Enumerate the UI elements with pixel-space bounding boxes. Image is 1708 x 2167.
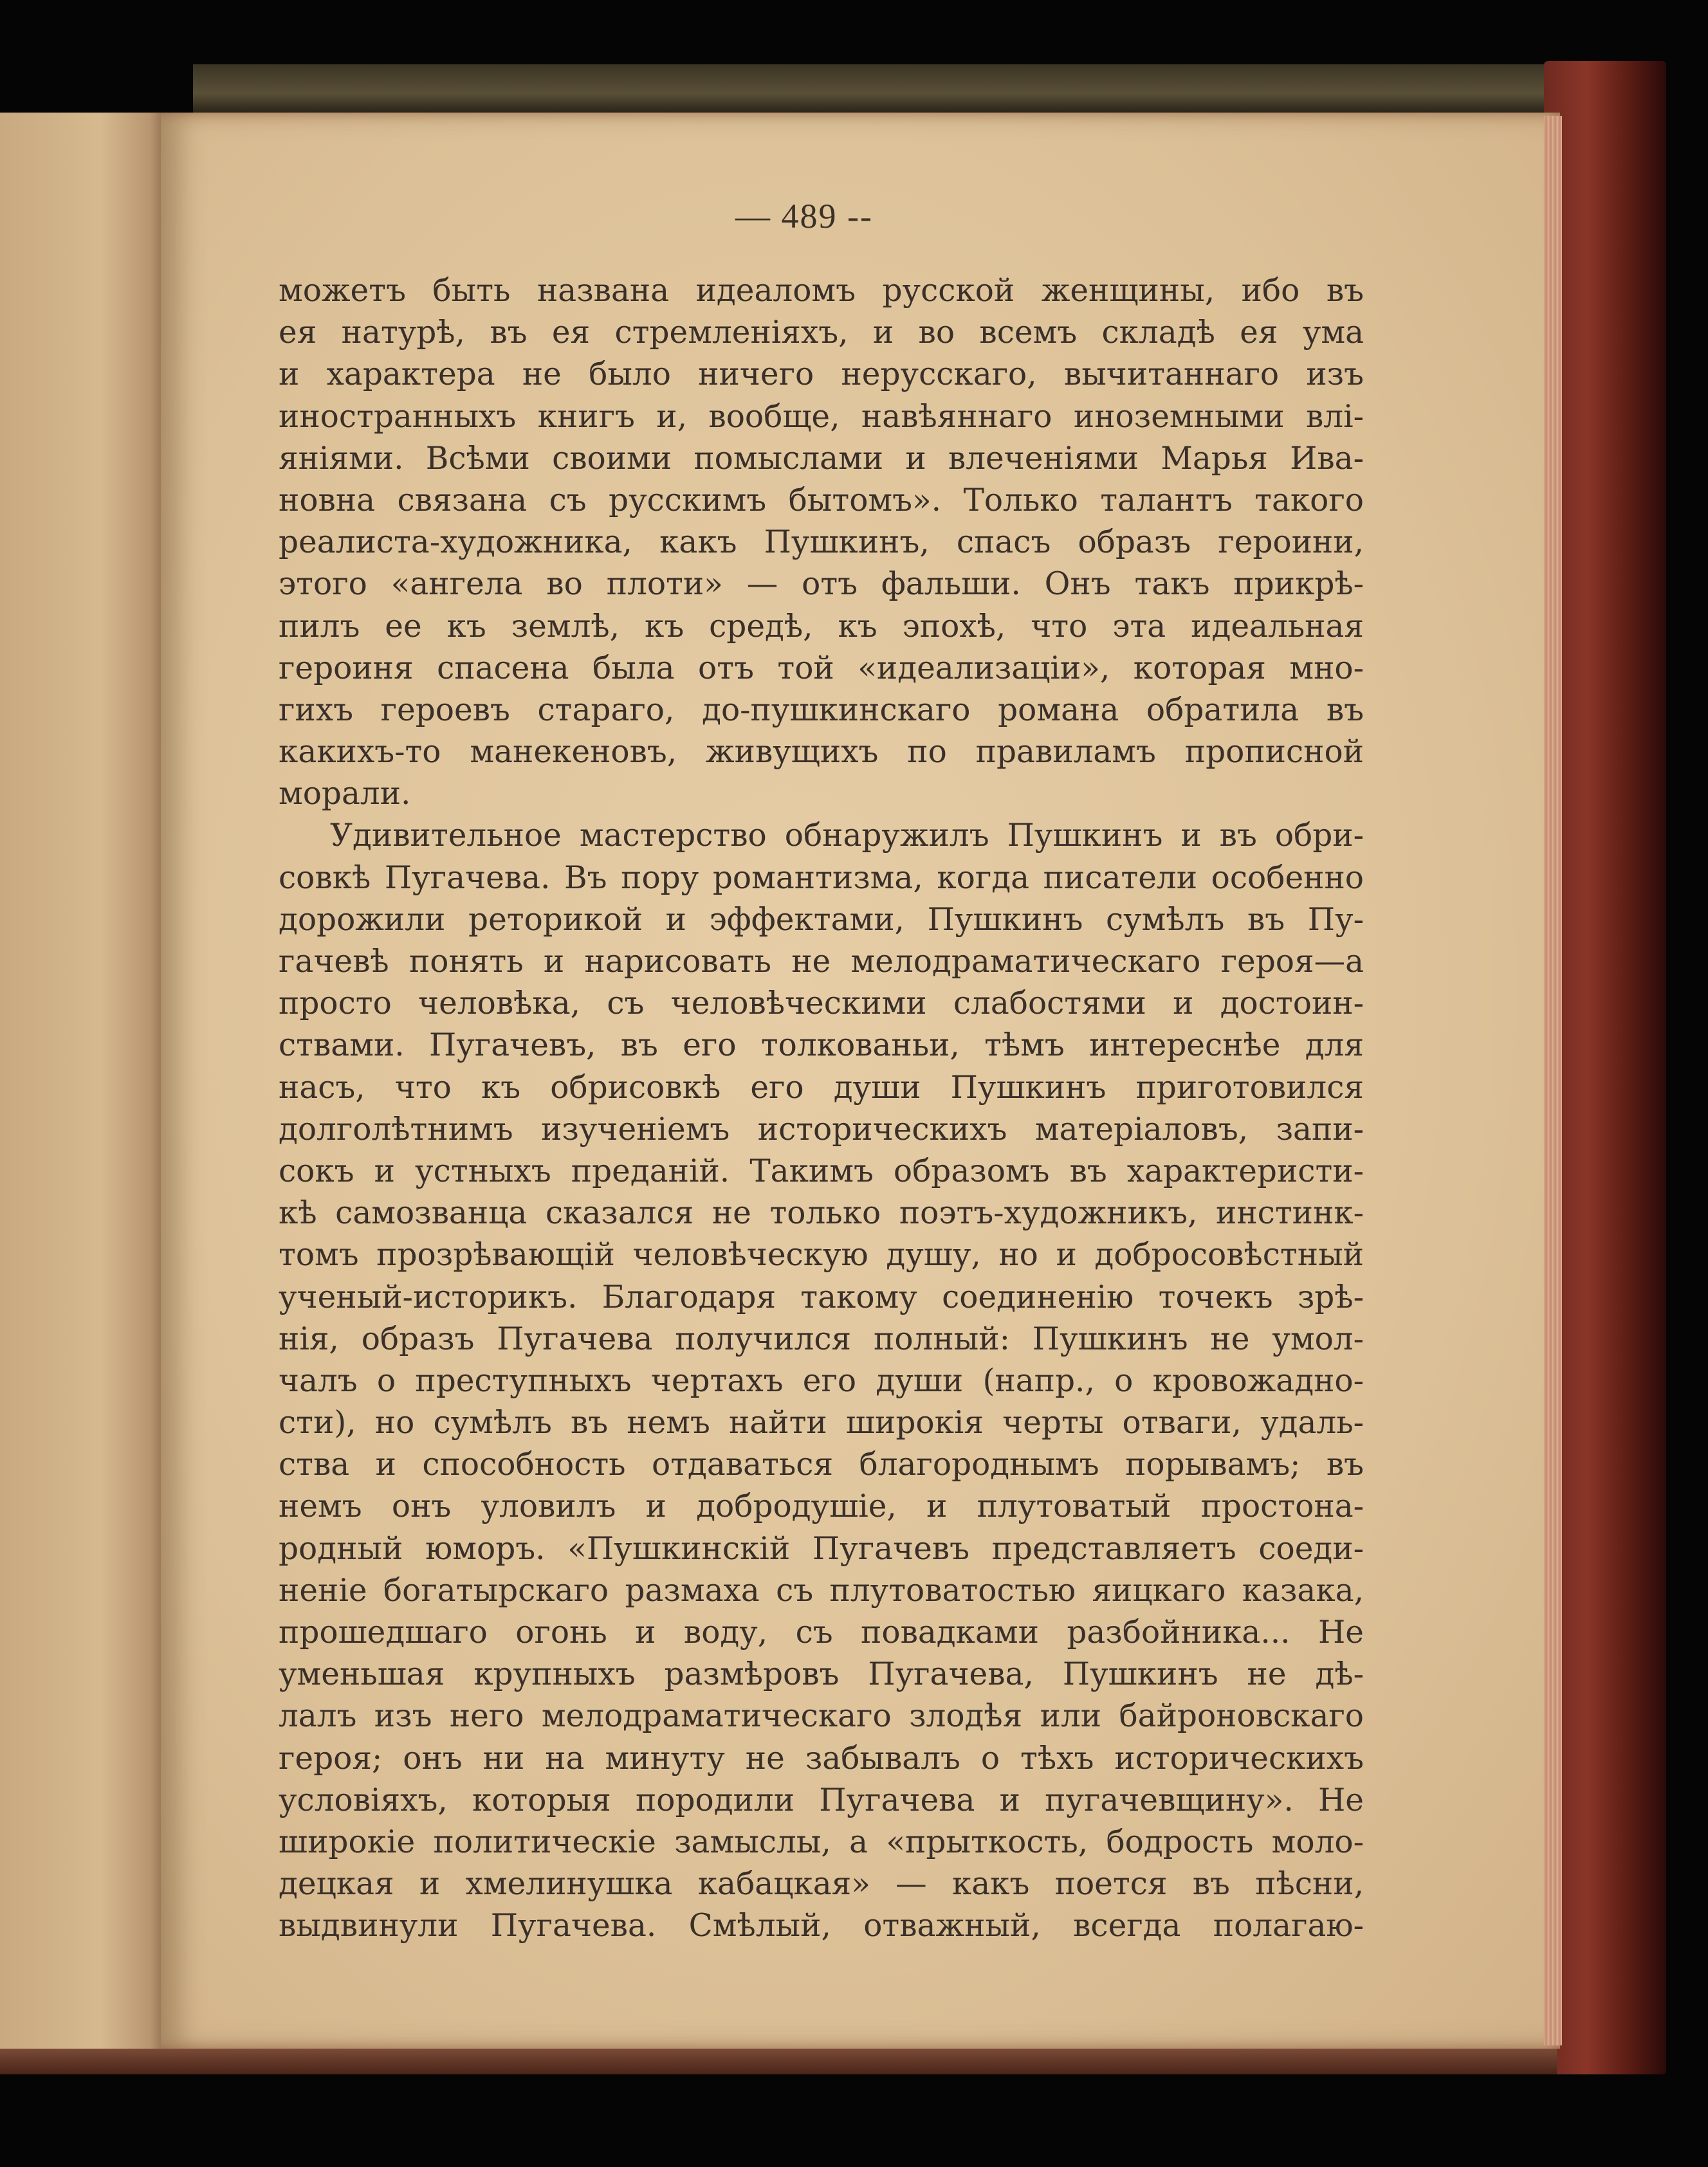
text-line: выдвинули Пугачева. Смѣлый, отважный, всегда полагаю- xyxy=(279,1908,1364,1944)
text-line: чалъ о преступныхъ чертахъ его души (напр., о кровожадно- xyxy=(279,1362,1364,1399)
text-line: какихъ-то манекеновъ, живущихъ по правиламъ прописной xyxy=(279,734,1364,771)
book-cover-top-edge xyxy=(193,64,1647,113)
text-line: реалиста-художника, какъ Пушкинъ, спасъ образъ героини, xyxy=(279,524,1364,561)
text-line: насъ, что къ обрисовкѣ его души Пушкинъ приготовился xyxy=(279,1069,1364,1106)
left-page-edge xyxy=(0,113,167,2049)
text-line: прошедшаго огонь и воду, съ повадками разбойника... Не xyxy=(279,1614,1364,1650)
text-line: и характера не было ничего нерусскаго, вычитаннаго изъ xyxy=(279,356,1364,393)
text-line: пилъ ее къ землѣ, къ средѣ, къ эпохѣ, что эта идеальная xyxy=(279,608,1364,645)
text-line: гихъ героевъ стараго, до-пушкинскаго романа обратила въ xyxy=(279,691,1364,728)
page-text xyxy=(279,270,1364,1948)
text-line: этого «ангела во плоти» — отъ фальши. Онъ такъ прикрѣ- xyxy=(279,566,1364,603)
text-line: немъ онъ уловилъ и добродушіе, и плутоватый простона- xyxy=(279,1488,1364,1525)
text-line: ученый-историкъ. Благодаря такому соединенію точекъ зрѣ- xyxy=(279,1279,1364,1315)
text-line: совкѣ Пугачева. Въ пору романтизма, когда писатели особенно xyxy=(279,859,1364,896)
text-line: лалъ изъ него мелодраматическаго злодѣя или байроновскаго xyxy=(279,1698,1364,1735)
paragraph-1 xyxy=(279,270,1364,815)
text-line: героиня спасена была отъ той «идеализаціи», которая мно- xyxy=(279,650,1364,686)
text-line: просто человѣка, съ человѣческими слабостями и достоин- xyxy=(279,985,1364,1022)
text-line: новна связана съ русскимъ бытомъ». Только талантъ такого xyxy=(279,482,1364,518)
text-line: гачевѣ понять и нарисовать не мелодраматическаго героя—а xyxy=(279,944,1364,980)
text-line: нія, образъ Пугачева получился полный: Пушкинъ не умол- xyxy=(279,1321,1364,1357)
text-line: родный юморъ. «Пушкинскій Пугачевъ представляетъ соеди- xyxy=(279,1530,1364,1567)
text-line: яніями. Всѣми своими помыслами и влеченіями Марья Ива- xyxy=(279,440,1364,477)
text-line: сокъ и устныхъ преданій. Такимъ образомъ въ характеристи- xyxy=(279,1153,1364,1189)
text-line: можетъ быть названа идеаломъ русской женщины, ибо въ xyxy=(279,273,1364,309)
text-line: сти), но сумѣлъ въ немъ найти широкія черты отваги, удаль- xyxy=(279,1405,1364,1441)
text-line: морали. xyxy=(279,776,411,812)
page-number: — 489 -- xyxy=(735,197,873,235)
book-bottom-edge xyxy=(0,2049,1557,2074)
text-line: томъ прозрѣвающій человѣческую душу, но и добросовѣстный xyxy=(279,1237,1364,1274)
book-cover-right-edge xyxy=(1544,61,1666,2074)
text-line: Удивительное мастерство обнаружилъ Пушкинъ и въ обри- xyxy=(330,818,1364,854)
text-line: условіяхъ, которыя породили Пугачева и пугачевщину». Не xyxy=(279,1782,1364,1818)
text-line: героя; онъ ни на минуту не забывалъ о тѣхъ историческихъ xyxy=(279,1740,1364,1777)
text-line: ствами. Пугачевъ, въ его толкованьи, тѣмъ интереснѣе для xyxy=(279,1027,1364,1064)
text-line: децкая и хмелинушка кабацкая» — какъ поется въ пѣсни, xyxy=(279,1866,1364,1903)
text-line: иностранныхъ книгъ и, вообще, навѣяннаго иноземными влі- xyxy=(279,398,1364,435)
page-stack-edge xyxy=(1544,116,1562,2045)
text-line: ства и способность отдаваться благороднымъ порывамъ; въ xyxy=(279,1447,1364,1483)
text-line: дорожили реторикой и эффектами, Пушкинъ сумѣлъ въ Пу- xyxy=(279,901,1364,938)
paragraph-2 xyxy=(279,815,1364,1947)
text-line: ея натурѣ, въ ея стремленіяхъ, и во всемъ складѣ ея ума xyxy=(279,315,1364,351)
text-line: кѣ самозванца сказался не только поэтъ-художникъ, инстинк- xyxy=(279,1195,1364,1232)
text-line: долголѣтнимъ изученіемъ историческихъ матеріаловъ, запи- xyxy=(279,1111,1364,1148)
text-line: широкіе политическіе замыслы, а «прыткость, бодрость моло- xyxy=(279,1824,1364,1860)
text-line: уменьшая крупныхъ размѣровъ Пугачева, Пушкинъ не дѣ- xyxy=(279,1656,1364,1693)
text-line: неніе богатырскаго размаха съ плутоватостью яицкаго казака, xyxy=(279,1572,1364,1609)
